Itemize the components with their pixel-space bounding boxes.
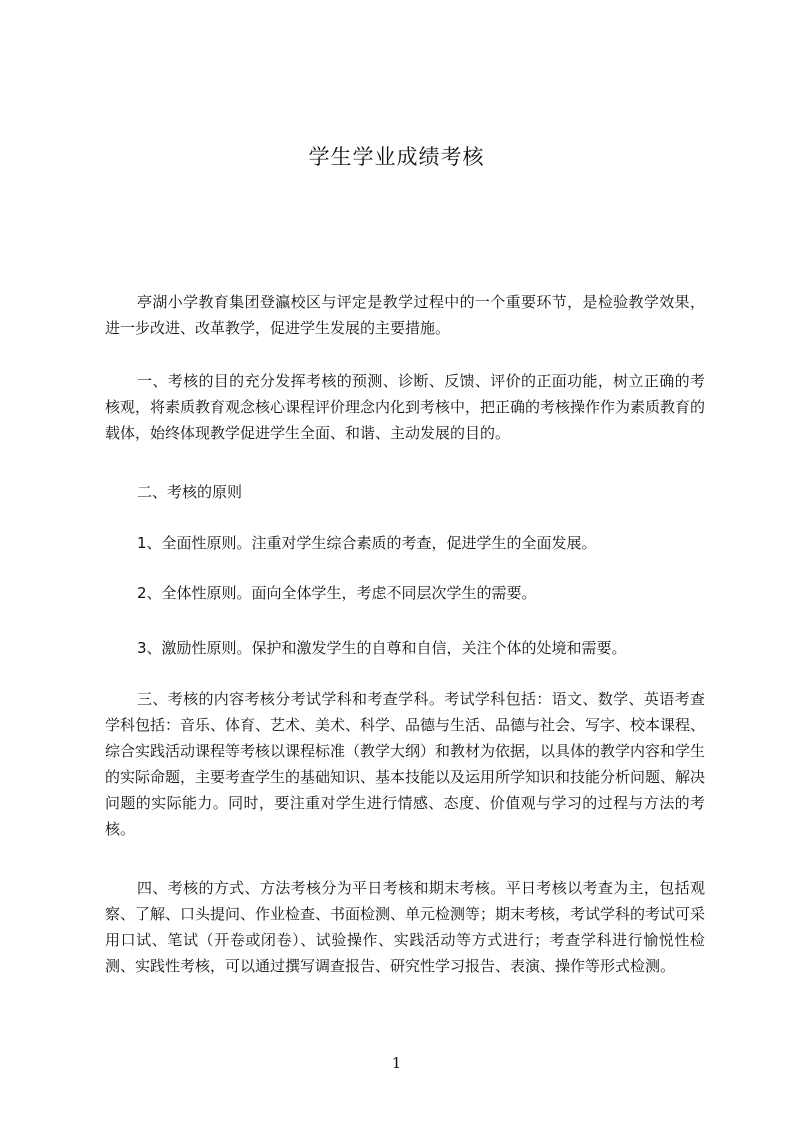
principle-2: 2、全体性原则。面向全体学生，考虑不同层次学生的需要。	[137, 584, 537, 602]
section-4-methods: 四、考核的方式、方法考核分为平日考核和期末考核。平日考核以考查为主，包括观察、了解、口头提问、作业检查、书面检测、单元检测等；期末考核，考试学科的考试可采用口试、笔试（开卷或闭卷）、试验操作、实践活动等方式进行；考查学科进行愉悦性检测、实践性考核，可以通过撰写调查报告、研究性学习报告、表演、操作等形式检测。	[105, 879, 706, 975]
document-title: 学生学业成绩考核	[308, 145, 485, 169]
intro-paragraph: 亭湖小学教育集团登瀛校区与评定是教学过程中的一个重要环节，是检验教学效果，进一步改进、改革教学，促进学生发展的主要措施。	[105, 293, 705, 337]
principle-1: 1、全面性原则。注重对学生综合素质的考查，促进学生的全面发展。	[137, 534, 597, 552]
page-number: 1	[391, 1054, 402, 1072]
principle-3: 3、激励性原则。保护和激发学生的自尊和自信，关注个体的处境和需要。	[137, 639, 627, 657]
section-3-content: 三、考核的内容考核分考试学科和考查学科。考试学科包括：语文、数学、英语考查学科包括：音乐、体育、艺术、美术、科学、品德与生活、品德与社会、写字、校本课程、综合实践活动课程等考核以课程标准（教学大纲）和教材为依据，以具体的教学内容和学生的实际命题，主要考查学生的基础知识、基本技能以及运用所学知识和技能分析问题、解决问题的实际能力。同时，要注重对学生进行情感、态度、价值观与学习的过程与方法的考核。	[105, 690, 706, 838]
section-1-purpose: 一、考核的目的充分发挥考核的预测、诊断、反馈、评价的正面功能，树立正确的考核观，将素质教育观念核心课程评价理念内化到考核中，把正确的考核操作作为素质教育的载体，始终体现教学促进学生全面、和谐、主动发展的目的。	[105, 372, 706, 442]
section-2-heading: 二、考核的原则	[137, 483, 243, 501]
